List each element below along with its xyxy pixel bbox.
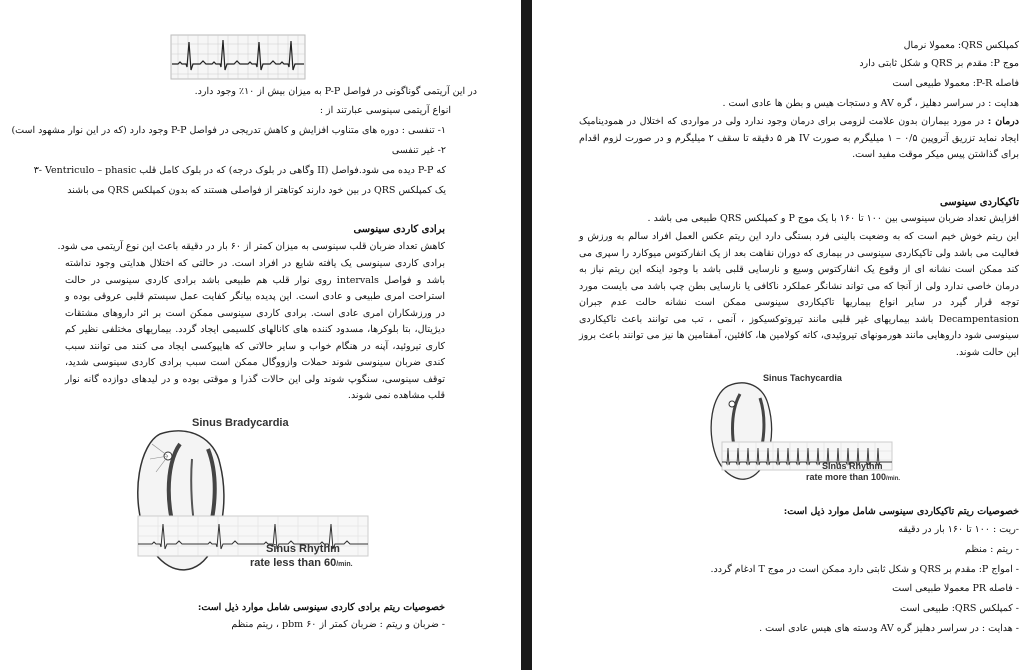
- top-ecg-strip-image: [170, 34, 306, 82]
- brady-figure-rate-text: rate less than 60: [250, 557, 337, 569]
- brady-heading: برادی کاردی سینوسی: [353, 224, 445, 235]
- treatment-paragraph: [579, 114, 1019, 164]
- types-intro: انواع آریتمی سینوسی عبارتند از :: [319, 105, 451, 116]
- tachy-figure-rate-unit: /min.: [886, 476, 901, 482]
- tachy-paragraph-text: این ریتم خوش خیم است که به وضعیت بالینی فرد بستگی دارد این ریتم عکس العمل افراد سالم به ورزش و فعالیت می باشد ولی تاکیکاردی سینوسی در بیماری که دوران نقاهت بعد از یک انفارکتوس میوکارد را سپری می کند ممکن است نشانه ای از وقوع یک انفارکتوس وسیع و نارسایی قلبی باشد با وجود اینکه این ریتم نیاز به درمان خاصی ندارد ولی از آنجا که می تواند نشانگر عملکرد ناکافی یا نارسایی بطن چپ باشد می بایست مورد توجه قرار گیرد در سایر انواع بیماریها تاکیکاردی سینوسی ممکن است نشانه حالت عدم جبران Decampentasion باشد بیماریهای غیر قلبی مانند تیروتوکسیکوز ، آنمی ، تب می توانند باعث تاکیکاردی سینوسی شود داروهایی مانند هورمونهای تیروئیدی، کاته کولامین ها، کافئین، آمفتامین ها نیز می توانند باعث بروز این حالت شوند.: [579, 231, 1019, 358]
- brady-figure-title: Sinus Bradycardia: [192, 417, 289, 429]
- brady-figure-rate-label: [250, 557, 353, 569]
- tachy-feature-p-waves: - امواج P: مقدم بر QRS و شکل ثابتی دارد ممکن است در موج T ادغام گردد.: [710, 564, 1019, 575]
- pr-line: فاصله P-R: معمولا طبیعی است: [892, 78, 1019, 89]
- tachy-feature-conduction: - هدایت : در سراسر دهلیز گره AV ودسته های هیس عادی است .: [759, 623, 1019, 634]
- brady-figure-rhythm-label: Sinus Rhythm: [266, 543, 340, 555]
- tachy-features-heading: خصوصیات ریتم تاکیکاردی سینوسی شامل موارد ذیل است:: [783, 506, 1019, 517]
- tachy-paragraph: [579, 229, 1019, 361]
- brady-features-heading: خصوصیات ریتم برادی کاردی سینوسی شامل موارد ذیل است:: [197, 602, 445, 613]
- type-item-3-cont: یک کمپلکس QRS در بین خود دارند کوتاهتر از فواصلی هستند که بدون کمپلکس QRS می باشند: [67, 185, 446, 196]
- brady-paragraph-text: برادی کاردی سینوسی یک یافته شایع در افراد است. در حالتی که اختلال هدایتی وجود نداشته باشد و فواصل intervals روی نوار قلب هم طبیعی باشد برادی کاردی سینوسی در حالت استراحت امری طبیعی و عادی است. این پدیده بیانگر کفایت عمل سیستم قلبی عروقی بوده و در ورزشکاران امری عادی است. برادی کاردی سینوسی ممکن است بر اثر داروهای مشتقات دیژیتال، بتا بلوکرها، مسدود کننده های کانالهای کلسیمی ایجاد گردد. بیماریهای مختلفی نظیر کم کاری تیروئید، آپنه در هنگام خواب و سایر حالاتی که هایپوکسی ایجاد می کنند می توانند سبب کندی ضربان سینوسی شوند حملات وازووگال ممکن است سبب برادی کاردی سینوسی شدید، توقف سینوسی، سنگوپ شوند ولی این حالات گذرا و موقتی بوده و در لیدهای دوازده گانه نوار قلب مشاهده نمی شوند.: [65, 258, 446, 401]
- type-item-3: ۳- Ventriculo – phasic که در بلوک کامل قلب (وگاهی در بلوک درجه II) دیده می شود.فواصل P-P که: [33, 165, 446, 176]
- brady-feature-1: - ضربان و ریتم : ضربان کمتر از ۶۰ pbm ، ریتم منظم: [231, 619, 445, 630]
- tachy-feature-pr: - فاصله PR معمولا طبیعی است: [892, 583, 1019, 594]
- page-gutter: [521, 0, 532, 670]
- tachy-figure-rate-label: [806, 472, 900, 482]
- tachy-figure-rate-text: rate more than 100: [806, 472, 887, 482]
- type-item-2: ۲- غیر تنفسی: [391, 145, 446, 156]
- conduction-line: هدایت : در سراسر دهلیز ، گره AV و دستجات هیس و بطن ها عادی است .: [722, 98, 1019, 109]
- p-wave-line: موج P: مقدم بر QRS و شکل ثابتی دارد: [859, 58, 1019, 69]
- tachy-definition: افزایش تعداد ضربان سینوسی بین ۱۰۰ تا ۱۶۰ با یک موج P و کمپلکس QRS طبیعی می باشد .: [647, 213, 1019, 224]
- type-item-1: ۱- تنفسی : دوره های متناوب افزایش و کاهش تدریجی در فواصل P-P وجود دارد (که در این نوار مشهود است): [11, 125, 446, 136]
- tachy-feature-rate: -ریت : ۱۰۰ تا ۱۶۰ بار در دقیقه: [898, 524, 1019, 535]
- tachy-figure-rhythm-label: Sinus Rhythm: [822, 461, 883, 471]
- brady-paragraph: [65, 256, 445, 405]
- paragraph-intro: در این آریتمی گوناگونی در فواصل P-P به میزان بیش از ۱۰٪ وجود دارد.: [194, 86, 477, 97]
- brady-figure-rate-unit: /min.: [336, 561, 353, 568]
- qrs-line: کمپلکس QRS: معمولا نرمال: [903, 40, 1019, 51]
- treatment-label: درمان :: [987, 116, 1019, 127]
- right-page: [532, 0, 1033, 670]
- tachy-feature-rhythm: - ریتم : منظم: [965, 544, 1019, 555]
- brady-definition: کاهش تعداد ضربان قلب سینوسی به میزان کمتر از ۶۰ بار در دقیقه باعث این نوع آریتمی می شود.: [57, 241, 445, 252]
- tachy-heading: تاکیکاردی سینوسی: [939, 197, 1019, 208]
- tachy-figure-title: Sinus Tachycardia: [763, 373, 842, 383]
- treatment-text: در مورد بیماران بدون علامت لزومی برای درمان وجود ندارد ولی در مواردی که اختلال در همودینامیک ایجاد نماید تزریق آتروپین ۰/۵ – ۱ میلیگرم به صورت IV هر ۵ دقیقه تا سقف ۲ میلیگرم و در صورت لزوم اقدام برای گذاشتن پیس میکر موقت مفید است.: [579, 116, 1019, 160]
- tachy-feature-qrs: - کمپلکس QRS: طبیعی است: [899, 603, 1019, 614]
